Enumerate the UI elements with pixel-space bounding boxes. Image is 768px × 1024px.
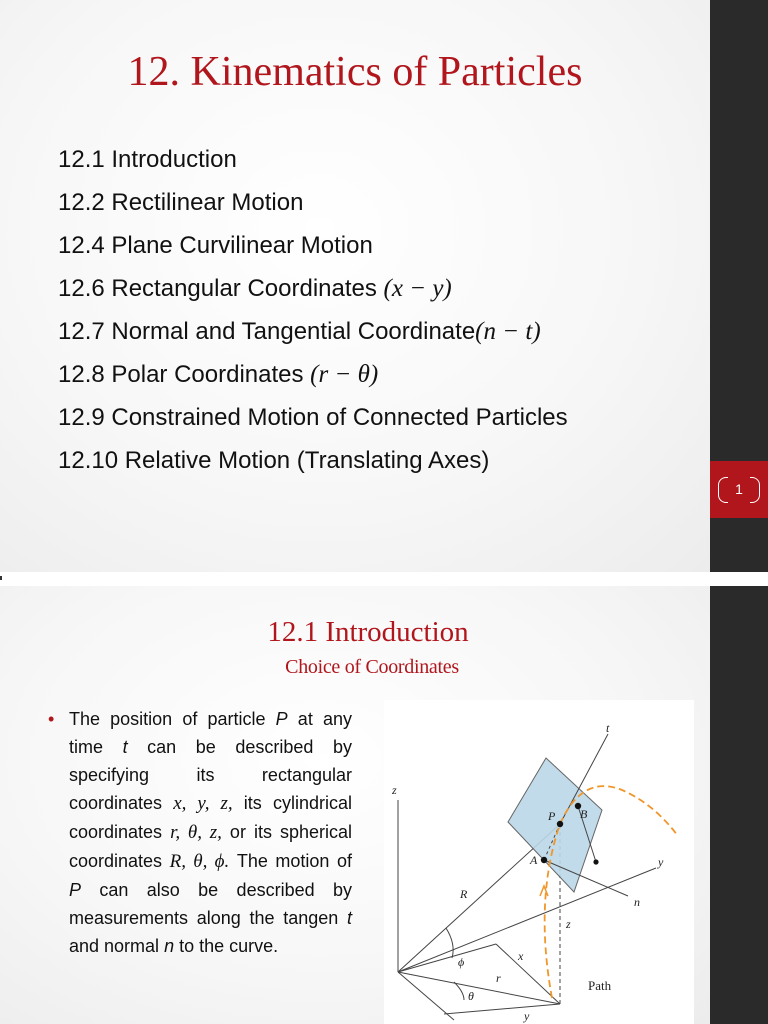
point-a: [541, 857, 547, 863]
toc-item: 12.10 Relative Motion (Translating Axes): [58, 447, 490, 474]
toc-math: (x − y): [383, 275, 452, 302]
bullet-text: The position of particle P at any time t can be described by specifying its rectangular coordinates x, y, z, its cylindrical coordinates r, θ, z, or its spherical coordinates R, θ, ϕ. The motion of P can also be described by measurements along the tangen t and normal n to the curve.: [69, 709, 353, 956]
toc-math: (r − θ): [310, 361, 379, 388]
toc-item: 12.9 Constrained Motion of Connected Particles: [58, 404, 568, 431]
slide-title: 12. Kinematics of Particles: [127, 49, 583, 95]
label-phi: ϕ: [458, 955, 465, 969]
toc-math: (n − t): [475, 318, 541, 345]
y-axis-line: [398, 868, 656, 972]
label-x: x: [518, 949, 524, 963]
label-a: A: [530, 853, 538, 867]
y-projection-line: [444, 1004, 560, 1014]
label-p: P: [548, 809, 556, 823]
toc-item: 12.7 Normal and Tangential Coordinate(n − t): [58, 318, 541, 345]
label-r: r: [496, 971, 501, 985]
bullet-paragraph: [48, 705, 352, 960]
label-t-axis: t: [606, 721, 610, 735]
label-y-bottom: y: [524, 1009, 530, 1023]
slide-2-sidebar: [710, 586, 768, 1024]
n-axis-line: [544, 860, 628, 896]
label-y-axis: y: [658, 855, 664, 869]
label-r-big: R: [460, 887, 468, 901]
label-z-height: z: [566, 917, 571, 931]
x-axis-line: [398, 972, 454, 1020]
toc-item: 12.6 Rectangular Coordinates (x − y): [58, 275, 452, 302]
coordinates-figure: [384, 700, 694, 1024]
table-of-contents: [58, 138, 568, 482]
x-projection-line: [496, 944, 560, 1004]
projection-line: [398, 972, 560, 1004]
label-path: Path: [588, 978, 612, 993]
gap-marker: [0, 576, 2, 580]
toc-item: 12.1 Introduction: [58, 146, 237, 173]
slide-gap: [0, 572, 768, 586]
coordinates-diagram: [384, 700, 694, 1024]
label-theta: θ: [468, 989, 474, 1003]
label-z-axis: z: [392, 783, 397, 797]
toc-item: 12.2 Rectilinear Motion: [58, 189, 304, 216]
tangent-plane: [508, 758, 602, 892]
label-b: B: [580, 807, 588, 821]
section-subheading: Choice of Coordinates: [285, 656, 459, 678]
point-p: [557, 821, 563, 827]
phi-arc: [446, 928, 453, 958]
toc-item: 12.8 Polar Coordinates (r − θ): [58, 361, 379, 388]
right-brace-icon: [750, 477, 760, 503]
section-heading: 12.1 Introduction: [267, 616, 469, 648]
page-number-badge: [710, 461, 768, 518]
page-number: 1: [735, 481, 743, 497]
toc-item: 12.4 Plane Curvilinear Motion: [58, 232, 373, 259]
label-n-axis: n: [634, 895, 640, 909]
point-n: [593, 859, 598, 864]
bullet-dot-icon: •: [48, 709, 55, 729]
